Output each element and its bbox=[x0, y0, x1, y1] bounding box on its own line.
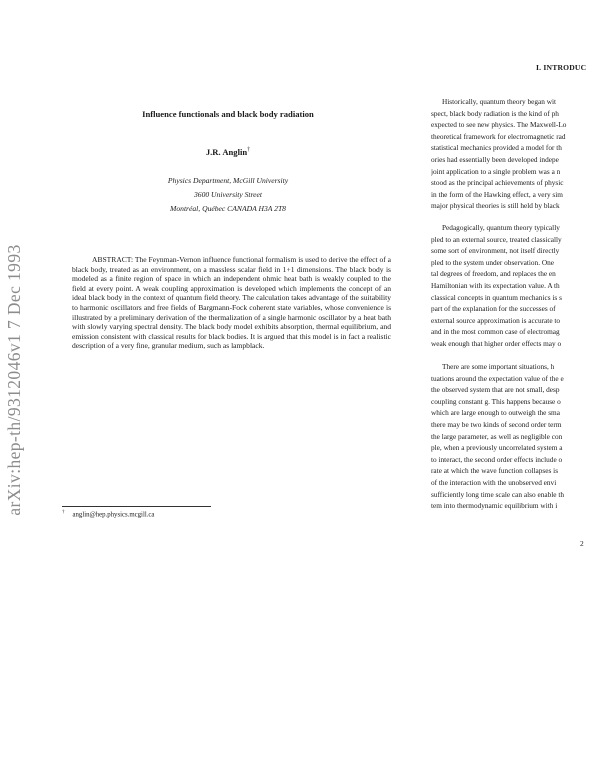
author-name bbox=[60, 147, 396, 157]
affiliation-line: Physics Department, McGill University bbox=[167, 176, 289, 185]
abstract-paragraph bbox=[72, 255, 391, 351]
affiliation-line: 3600 University Street bbox=[193, 190, 263, 199]
text-line: ories had essentially been developed indepe bbox=[431, 154, 559, 164]
text-line: sufficiently long time scale can also enable th bbox=[431, 489, 564, 499]
text-line: joint application to a single problem was a n bbox=[431, 166, 561, 176]
footnote bbox=[62, 510, 154, 518]
abstract-line: heat bath with slowly varying spectral density. The black body model exhibits bbox=[72, 312, 392, 332]
text-line: of the interaction with the unobserved envi bbox=[431, 477, 557, 487]
page-number: 2 bbox=[580, 539, 584, 548]
text-line: external source approximation is accurate to bbox=[431, 315, 561, 325]
abstract-line: very fine, granular medium, such as lampblack. bbox=[120, 341, 265, 351]
text-line: spect, black body radiation is the kind of ph bbox=[431, 108, 559, 118]
text-line: the observed system that are not small, desp bbox=[431, 385, 560, 395]
text-line: there may be two kinds of second order term bbox=[431, 419, 562, 429]
text-line: pled to the system under observation. One bbox=[431, 257, 555, 267]
text-line: to interact, the second order effects include o bbox=[431, 454, 563, 464]
text-line: in the form of the Hawking effect, a very sim bbox=[431, 189, 563, 199]
intro-paragraph-3 bbox=[431, 361, 600, 512]
author-name-text: J.R. Anglin bbox=[205, 147, 248, 157]
abstract-line: scalar field in 1+1 dimensions. The black body is modeled as a finite region of bbox=[72, 264, 391, 284]
abstract-line: black bodies. It is argued that this model is in fact a realistic description of a bbox=[72, 331, 391, 351]
abstract-line: at every point. A weak coupling approximation is developed which implements bbox=[88, 283, 335, 293]
text-line: statistical mechanics provided a model for th bbox=[431, 143, 562, 153]
text-line: rate at which the wave function collapses is bbox=[431, 466, 559, 476]
text-line: major physical theories is still held by black bbox=[431, 201, 560, 211]
text-line: pled to an external source, treated classically bbox=[431, 234, 562, 244]
author-affiliation bbox=[60, 174, 396, 216]
abstract-line: space in which an independent ohmic heat bath is weakly coupled to the field bbox=[72, 274, 392, 293]
text-line: ple, when a previously uncorrelated system a bbox=[431, 443, 563, 453]
text-line: expected to see new physics. The Maxwell-Lo bbox=[431, 120, 567, 130]
text-line: the large parameter, as well as negligible con bbox=[431, 431, 563, 441]
paper-title: Influence functionals and black body radiation bbox=[142, 109, 314, 119]
text-line: and in the most common case of electromag bbox=[431, 327, 560, 337]
text-line: classical concepts in quantum mechanics is s bbox=[431, 292, 562, 302]
abstract-line: ABSTRACT: The Feynman-Vernon influence functional formalism is used bbox=[92, 255, 319, 264]
text-line: some sort of environment, not itself directly bbox=[431, 246, 560, 256]
intro-paragraph-1 bbox=[431, 96, 600, 212]
footnote-email: anglin@hep.physics.mcgill.ca bbox=[72, 511, 155, 519]
text-line: tem into thermodynamic equilibrium with i bbox=[431, 501, 558, 511]
arxiv-identifier-stamp: arXiv:hep-th/9312046v1 7 Dec 1993 bbox=[4, 244, 24, 516]
text-line: Hamiltonian with its expectation value. A th bbox=[431, 280, 560, 290]
text-line: weak enough that higher order effects may o bbox=[431, 338, 562, 348]
text-line: part of the explanation for the successes of bbox=[431, 304, 556, 314]
text-line: tuations around the expectation value of the e bbox=[431, 373, 564, 383]
abstract-line: of Bargmann-Fock coherent state variables, whose convenience is illustrated by a bbox=[72, 302, 392, 322]
section-heading: I. INTRODUC bbox=[536, 63, 587, 72]
text-line: coupling constant g. This happens because o bbox=[431, 396, 561, 406]
abstract-line: calculation takes advantage of the suitability to harmonic oscillators and free fields bbox=[72, 293, 391, 312]
abstract-line: absorption, thermal equilibrium, and emission consistent with classical results for bbox=[72, 322, 391, 341]
text-line: stood as the principal achievements of physic bbox=[431, 178, 564, 188]
abstract-line: preliminary derivation of the thermalization of a single harmonic oscillator by a bbox=[119, 312, 362, 322]
text-line: Pedagogically, quantum theory typically bbox=[442, 223, 560, 232]
abstract-line: to derive the effect of a black body, treated as an environment, on a massless bbox=[72, 255, 391, 274]
text-line: theoretical framework for electromagnetic rad bbox=[431, 131, 566, 141]
abstract-line: the concept of an ideal black body in the context of quantum field theory. The bbox=[72, 283, 392, 303]
text-line: Historically, quantum theory began wit bbox=[442, 97, 557, 106]
text-line: There are some important situations, h bbox=[442, 362, 555, 371]
text-line: which are large enough to outweigh the sma bbox=[431, 408, 560, 418]
author-footnote-mark: † bbox=[247, 147, 251, 154]
affiliation-line: Montréal, Québec CANADA H3A 2T8 bbox=[170, 204, 286, 213]
footnote-rule bbox=[62, 506, 211, 507]
intro-paragraph-2 bbox=[431, 222, 600, 350]
footnote-mark: † bbox=[62, 510, 65, 515]
text-line: tal degrees of freedom, and replaces the en bbox=[431, 269, 556, 279]
abstract bbox=[72, 255, 391, 351]
